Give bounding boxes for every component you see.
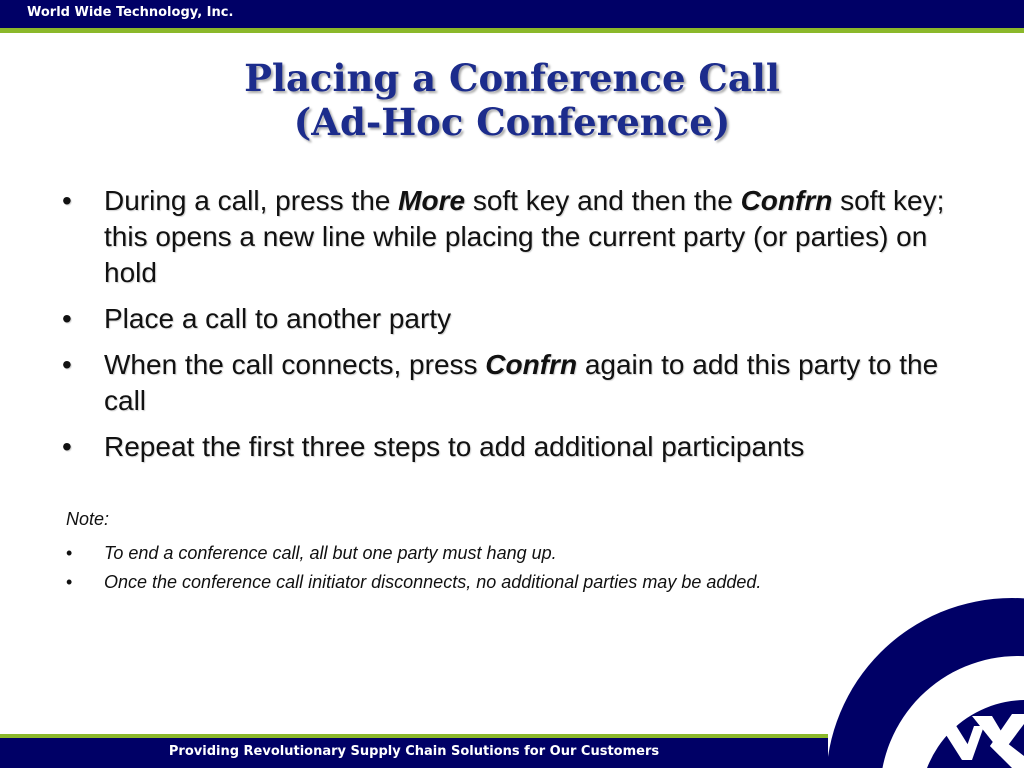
note-item xyxy=(66,539,966,568)
title-line-1: Placing a Conference Call xyxy=(244,56,780,100)
note-item xyxy=(66,568,966,597)
bullet-text: again to add this party to the call xyxy=(104,349,939,416)
bullet-emphasis: Confrn xyxy=(740,185,833,216)
bullet-item xyxy=(62,301,982,337)
bullet-text: Repeat the first three steps to add additional participants xyxy=(104,431,805,462)
bullet-item xyxy=(62,183,982,291)
wwt-logo-icon xyxy=(822,596,1024,768)
bullet-text: soft key; this opens a new line while placing the current party (or parties) on hold xyxy=(104,185,945,288)
bullet-item xyxy=(62,429,982,465)
header-band xyxy=(0,0,1024,28)
title-line-2: (Ad-Hoc Conference) xyxy=(293,100,731,144)
company-name: World Wide Technology, Inc. xyxy=(27,5,234,20)
bullet-text: During a call, press the xyxy=(104,185,399,216)
note-label: Note: xyxy=(66,509,110,529)
bullet-list xyxy=(62,183,982,475)
footer-tagline: Providing Revolutionary Supply Chain Solutions for Our Customers xyxy=(168,744,660,759)
bullet-emphasis: More xyxy=(398,185,466,216)
slide-title xyxy=(0,56,1024,144)
bullet-item xyxy=(62,347,982,419)
bullet-marker: • xyxy=(62,185,72,216)
bullet-marker: • xyxy=(62,303,72,334)
note-text: Once the conference call initiator disconnects, no additional parties may be added. xyxy=(104,572,762,592)
header-green-stripe xyxy=(0,28,1024,33)
note-marker: • xyxy=(66,572,73,592)
bullet-marker: • xyxy=(62,349,72,380)
bullet-emphasis: Confrn xyxy=(485,349,578,380)
note-text: To end a conference call, all but one party must hang up. xyxy=(104,543,557,563)
bullet-text: When the call connects, press xyxy=(104,349,486,380)
note-marker: • xyxy=(66,543,73,563)
note-list xyxy=(66,539,966,597)
bullet-text: soft key and then the xyxy=(465,185,741,216)
bullet-text: Place a call to another party xyxy=(104,303,452,334)
bullet-marker: • xyxy=(62,431,72,462)
